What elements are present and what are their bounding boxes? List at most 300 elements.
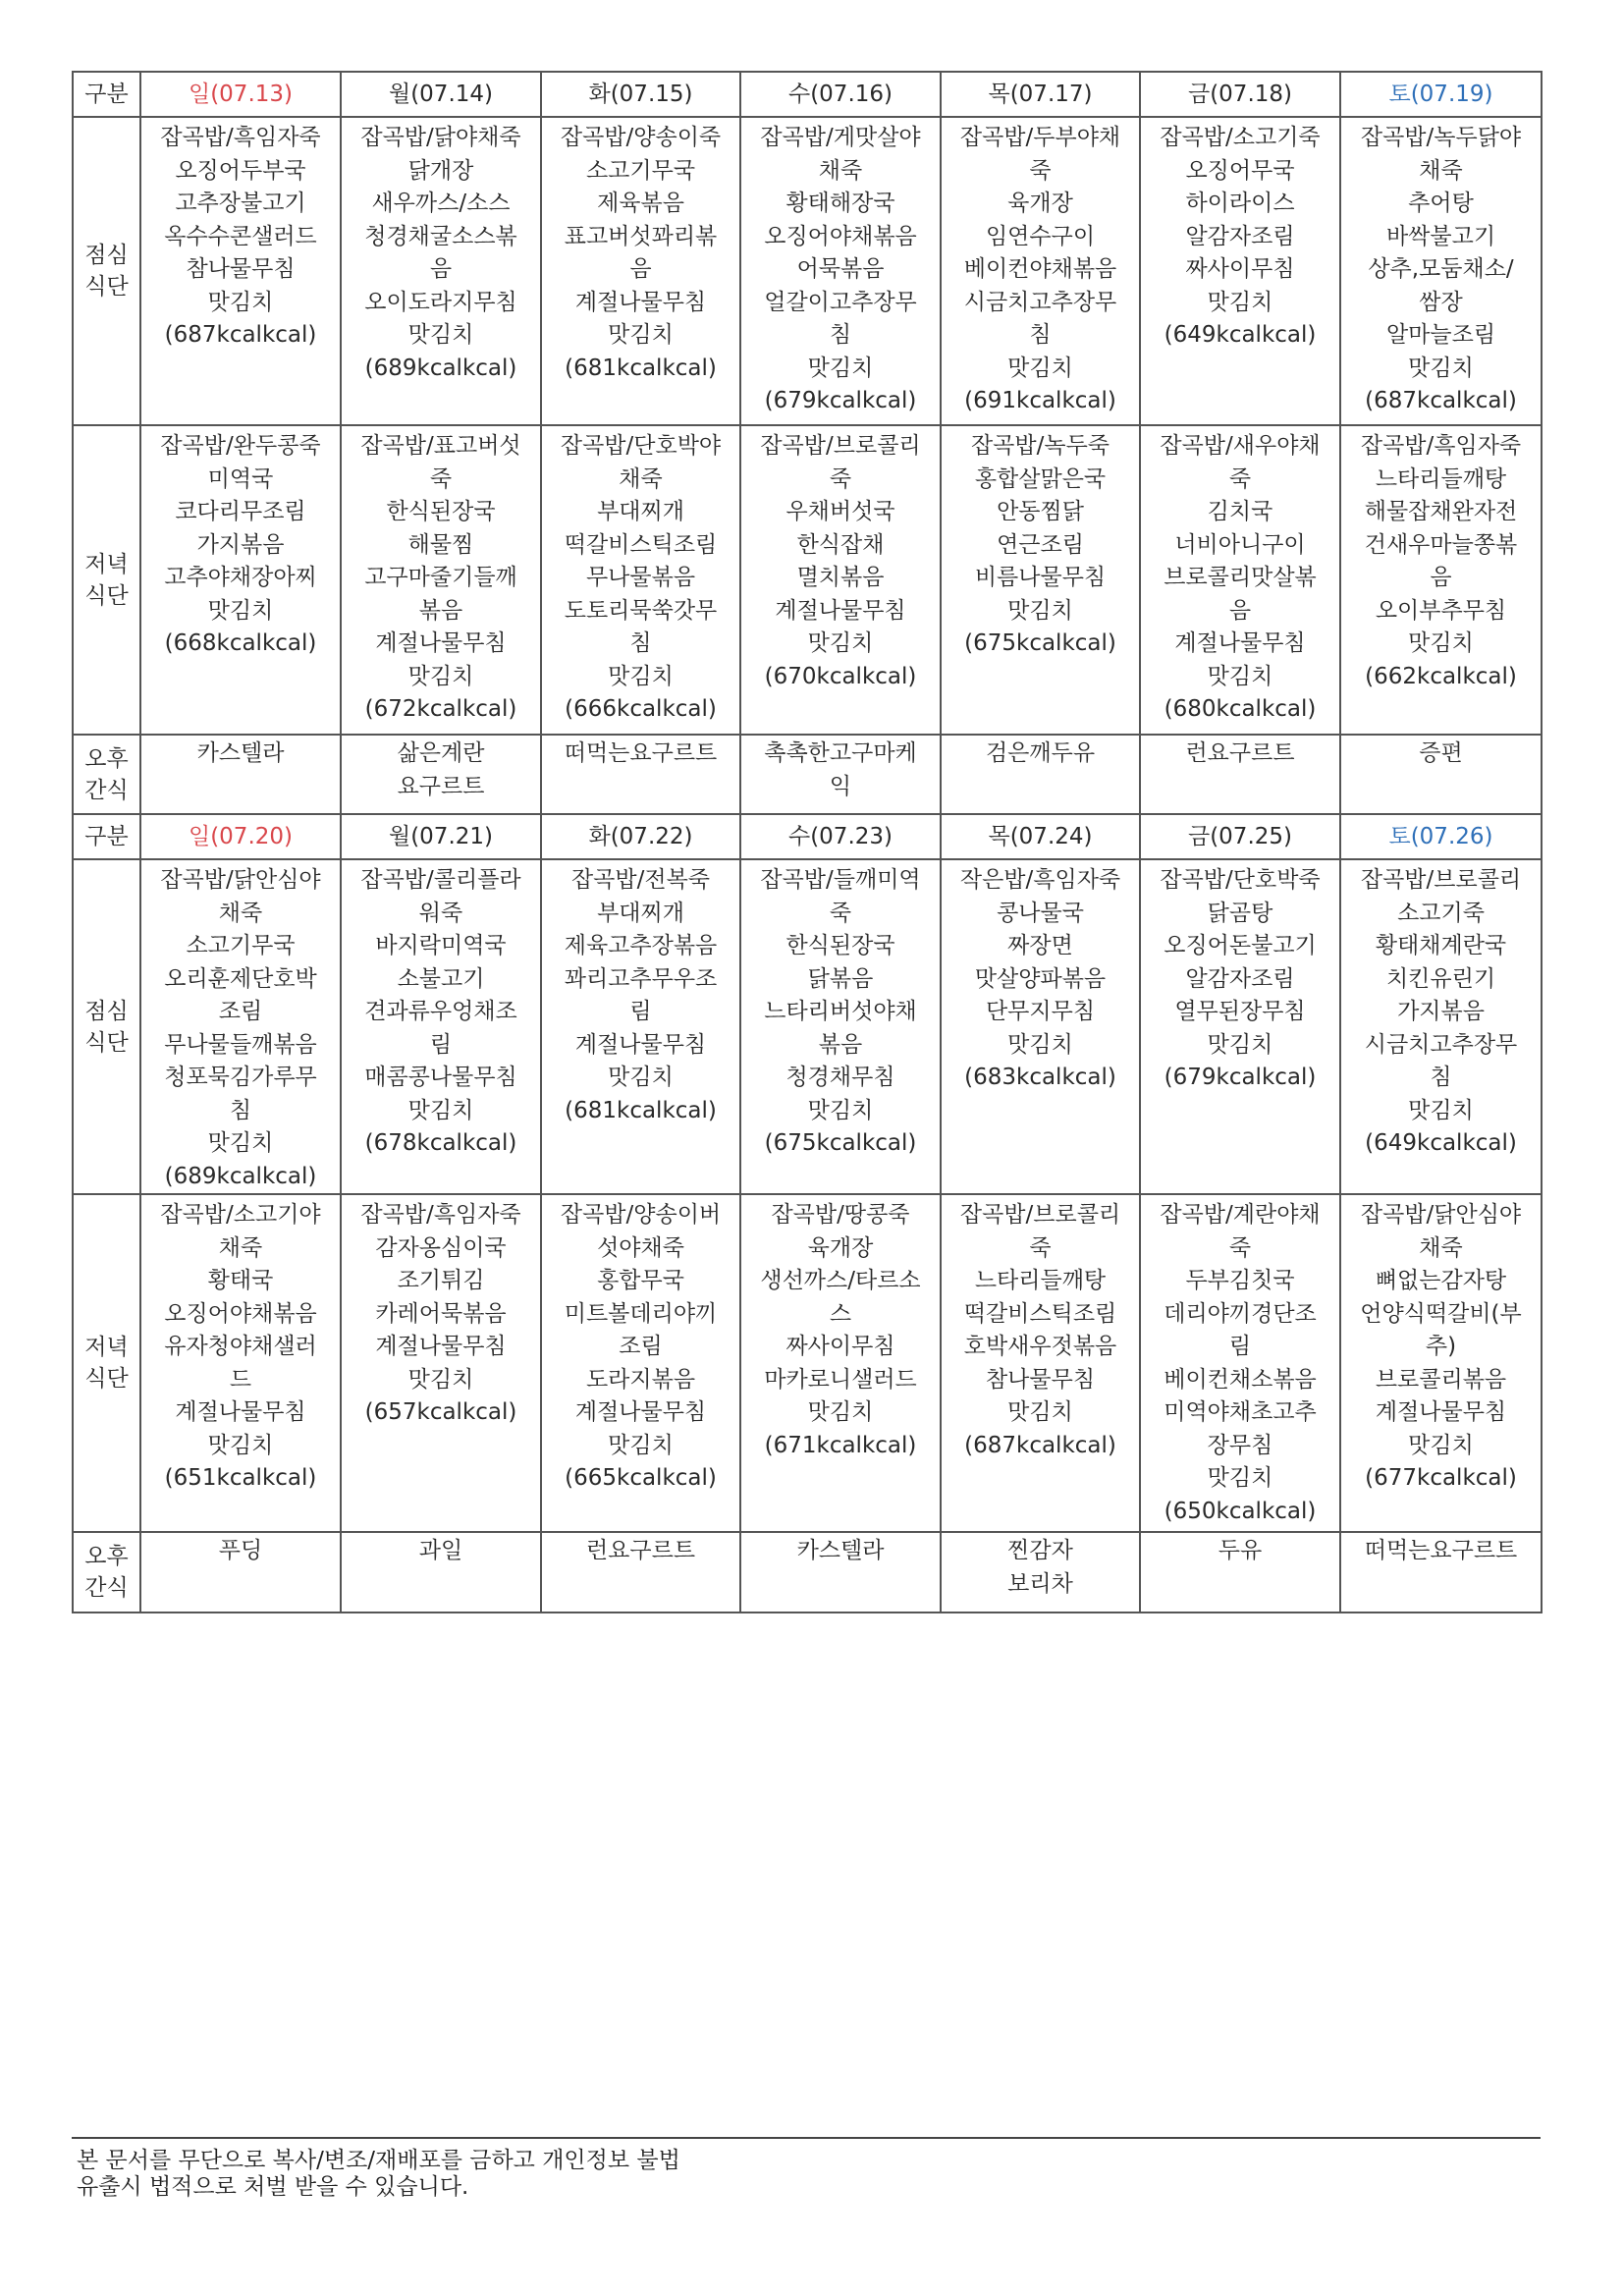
menu-item: 맛김치 [1207, 289, 1273, 315]
menu-item: 코다리무조림 [175, 499, 306, 524]
menu-item: 소고기무국 [186, 933, 296, 958]
menu-item: 과일 [418, 1538, 463, 1563]
day-header-cell: 일(07.13) [140, 72, 341, 117]
lunch-menu-cell [541, 117, 740, 425]
menu-list [1141, 736, 1339, 771]
menu-item: 맛김치 [1007, 597, 1073, 624]
menu-item: 잡곡밥/흑임자죽 [360, 1202, 521, 1228]
calorie-total: (678kcalkcal) [364, 1130, 517, 1156]
menu-list [542, 860, 739, 1127]
menu-item: 림 [1228, 1334, 1252, 1359]
menu-item: 오징어야채볶음 [164, 1300, 317, 1327]
calorie-total: (679kcalkcal) [1164, 1065, 1317, 1090]
menu-item: 작은밥/흑임자죽 [959, 867, 1121, 893]
menu-item: 한식잡채 [796, 531, 885, 558]
day-header-cell: 일(07.20) [140, 814, 341, 859]
menu-item: 맛김치 [1207, 663, 1273, 689]
menu-item: 짜사이무침 [1185, 256, 1295, 282]
menu-item: 죽 [1029, 157, 1052, 184]
dinner-menu-cell [740, 425, 941, 735]
header-label-cell: 구분 [73, 814, 140, 859]
menu-item: 참나물무침 [186, 256, 296, 282]
menu-item: 닭곰탕 [1207, 900, 1273, 926]
menu-item: 잡곡밥/게맛살야 [760, 125, 921, 150]
menu-item: 잡곡밥/두부야채 [959, 125, 1121, 150]
header-label-cell: 구분 [73, 72, 140, 117]
menu-item: 황태국 [207, 1268, 274, 1293]
menu-item: 푸딩 [218, 1538, 263, 1563]
menu-item: 음 [1430, 565, 1452, 590]
menu-item: 침 [1029, 322, 1052, 348]
menu-item: 새우까스/소스 [371, 191, 511, 216]
menu-item: 홍합살맑은국 [974, 465, 1107, 492]
menu-item: 잡곡밥/전복죽 [570, 867, 711, 893]
menu-item: 조림 [218, 999, 263, 1024]
menu-item: 제육고추장볶음 [564, 933, 718, 958]
menu-item: 맛김치 [608, 1432, 674, 1458]
menu-list [942, 1195, 1139, 1462]
menu-item: 가지볶음 [1397, 999, 1485, 1024]
dinner-menu-cell [1340, 425, 1542, 735]
menu-list [342, 736, 540, 803]
day-header-cell: 금(07.18) [1140, 72, 1340, 117]
menu-item: 침 [629, 630, 652, 656]
menu-item: 오징어돈불고기 [1164, 933, 1317, 958]
menu-item: 안동찜닭 [997, 499, 1084, 524]
menu-item: 촉촉한고구마케 [764, 740, 917, 766]
menu-list [741, 860, 940, 1161]
menu-item: 계절나물무침 [775, 597, 906, 624]
lunch-menu-cell [140, 117, 341, 425]
snack-label-cell [73, 735, 140, 814]
day-header-cell: 화(07.15) [541, 72, 740, 117]
snack-menu-cell [740, 735, 941, 814]
menu-item: 뼈없는감자탕 [1375, 1268, 1507, 1293]
menu-item: 오리훈제단호박 [164, 965, 317, 992]
menu-item: 맛김치 [207, 1432, 274, 1458]
menu-item: 요구르트 [397, 773, 485, 799]
dinner-menu-cell [740, 1194, 941, 1532]
menu-item: 잡곡밥/단호박죽 [1160, 867, 1321, 893]
menu-item: 미트볼데리야끼 [564, 1300, 718, 1327]
menu-item: 삶은계란 [397, 740, 485, 766]
menu-item: 언양식떡갈비(부 [1360, 1300, 1522, 1327]
menu-list [342, 426, 540, 727]
menu-list [141, 860, 340, 1193]
menu-item: 잡곡밥/흑임자죽 [1360, 433, 1522, 459]
menu-item: 추어탕 [1408, 191, 1474, 216]
menu-item: 잡곡밥/브로콜리 [760, 433, 921, 459]
day-header-cell: 수(07.16) [740, 72, 941, 117]
menu-item: 맛김치 [407, 1366, 474, 1393]
menu-item: 계절나물무침 [375, 630, 507, 656]
menu-item: 잡곡밥/새우야채 [1160, 433, 1321, 459]
menu-list [542, 1533, 739, 1568]
menu-item: 청경채굴소스볶 [364, 223, 517, 249]
menu-list [141, 736, 340, 771]
menu-item: 맛김치 [1408, 630, 1474, 656]
menu-item: 미역야채초고추 [1164, 1399, 1317, 1425]
menu-item: 채죽 [818, 157, 863, 184]
calorie-total: (657kcalkcal) [364, 1399, 517, 1425]
menu-item: 오이부추무침 [1375, 597, 1507, 624]
menu-item: 얼갈이고추장무 [764, 289, 917, 315]
snack-menu-cell [140, 735, 341, 814]
calorie-total: (691kcalkcal) [964, 388, 1116, 413]
menu-item: 잡곡밥/땅콩죽 [771, 1202, 910, 1228]
menu-item: 베이컨채소볶음 [1164, 1366, 1317, 1393]
menu-item: 죽 [829, 465, 852, 492]
menu-item: 계절나물무침 [574, 289, 707, 315]
menu-item: 잡곡밥/표고버섯 [360, 433, 521, 459]
lunch-menu-cell [740, 859, 941, 1194]
meal-label-text: 저녁 [84, 1335, 129, 1360]
menu-item: 음 [629, 256, 652, 282]
weekly-menu-table [72, 71, 1543, 1613]
menu-item: 잡곡밥/양송이버 [560, 1202, 722, 1228]
menu-item: 떠먹는요구르트 [564, 740, 718, 766]
menu-list [141, 1533, 340, 1568]
menu-item: 맛김치 [407, 663, 474, 689]
menu-item: 침 [229, 1097, 252, 1123]
calorie-total: (687kcalkcal) [964, 1432, 1116, 1458]
menu-item: 임연수구이 [985, 223, 1096, 249]
lunch-menu-cell [941, 859, 1140, 1194]
menu-item: 유자청야채샐러 [164, 1334, 317, 1359]
snack-menu-cell [941, 735, 1140, 814]
menu-item: 육개장 [1007, 191, 1073, 216]
meal-label-text: 간식 [84, 777, 129, 803]
menu-item: 비름나물무침 [974, 565, 1107, 590]
menu-item: 청포묵김가루무 [164, 1065, 317, 1090]
menu-item: 찐감자 [1007, 1538, 1073, 1563]
menu-item: 건새우마늘쫑볶 [1364, 531, 1518, 558]
dinner-menu-cell [941, 1194, 1140, 1532]
menu-item: 소불고기 [397, 965, 485, 992]
menu-item: 죽 [1029, 1234, 1052, 1261]
menu-item: 우채버섯국 [785, 499, 895, 524]
calorie-total: (665kcalkcal) [565, 1465, 717, 1491]
menu-item: 시금치고추장무 [1364, 1031, 1518, 1058]
lunch-menu-cell [740, 117, 941, 425]
menu-item: 부대찌개 [597, 900, 684, 926]
menu-item: 볶음 [418, 597, 463, 624]
calorie-total: (666kcalkcal) [565, 696, 717, 722]
snack-menu-cell [1340, 1532, 1542, 1613]
snack-menu-cell [341, 735, 541, 814]
menu-item: 채죽 [218, 900, 263, 926]
menu-list [942, 1533, 1139, 1601]
menu-item: 무나물들깨볶음 [164, 1031, 317, 1058]
menu-item: 계절나물무침 [175, 1399, 306, 1425]
menu-item: 떡갈비스틱조림 [564, 531, 718, 558]
lunch-menu-cell [341, 117, 541, 425]
dinner-row [73, 425, 1542, 735]
menu-item: 추) [1425, 1334, 1457, 1359]
menu-item: 림 [429, 1031, 453, 1058]
menu-item: 장무침 [1207, 1432, 1273, 1458]
menu-item: 맛김치 [1408, 355, 1474, 381]
dinner-menu-cell [341, 425, 541, 735]
day-header-cell: 목(07.17) [941, 72, 1140, 117]
menu-item: 해물잡채완자전 [1364, 499, 1518, 524]
menu-item: 부대찌개 [597, 499, 684, 524]
meal-label-text: 저녁 [84, 551, 129, 577]
menu-item: 멸치볶음 [796, 565, 885, 590]
menu-item: 런요구르트 [585, 1538, 696, 1563]
menu-item: 오징어야채볶음 [764, 223, 917, 249]
menu-item: 오징어무국 [1185, 157, 1295, 184]
menu-list [342, 1195, 540, 1430]
menu-item: 느타리들깨탕 [1375, 465, 1507, 492]
menu-item: 고추장불고기 [175, 191, 306, 216]
menu-list [342, 1533, 540, 1568]
menu-item: 알감자조림 [1185, 965, 1295, 992]
menu-item: 브로콜리맛살볶 [1164, 565, 1317, 590]
menu-item: 하이라이스 [1185, 191, 1295, 216]
lunch-menu-cell [140, 859, 341, 1194]
menu-item: 잡곡밥/단호박야 [560, 433, 722, 459]
menu-item: 연근조림 [997, 531, 1084, 558]
lunch-menu-cell [341, 859, 541, 1194]
menu-item: 죽 [829, 900, 852, 926]
menu-item: 잡곡밥/소고기야 [160, 1202, 321, 1228]
menu-item: 한식된장국 [386, 499, 496, 524]
lunch-menu-cell [941, 117, 1140, 425]
menu-list [542, 736, 739, 771]
menu-item: 쌈장 [1419, 289, 1463, 315]
calorie-total: (649kcalkcal) [1365, 1130, 1517, 1156]
menu-list [542, 1195, 739, 1496]
calorie-total: (671kcalkcal) [764, 1432, 917, 1458]
menu-list [1341, 736, 1541, 771]
menu-item: 잡곡밥/양송이죽 [560, 125, 722, 150]
menu-item: 계절나물무침 [574, 1399, 707, 1425]
footer-line: 유출시 법적으로 처벌 받을 수 있습니다. [77, 2174, 469, 2200]
menu-item: 볶음 [818, 1031, 863, 1058]
menu-item: 잡곡밥/소고기죽 [1160, 125, 1321, 150]
menu-item: 죽 [1228, 1234, 1252, 1261]
calorie-total: (670kcalkcal) [764, 663, 917, 689]
menu-item: 드 [229, 1366, 252, 1393]
calorie-total: (677kcalkcal) [1365, 1465, 1517, 1491]
menu-item: 육개장 [807, 1234, 874, 1261]
day-header-cell: 월(07.14) [341, 72, 541, 117]
menu-item: 채죽 [1419, 157, 1463, 184]
menu-list [741, 1533, 940, 1568]
snack-menu-cell [140, 1532, 341, 1613]
menu-item: 호박새우젓볶음 [963, 1334, 1117, 1359]
dinner-row [73, 1194, 1542, 1532]
menu-item: 오징어두부국 [175, 157, 306, 184]
menu-item: 맛김치 [1007, 1031, 1073, 1058]
week-header-row [73, 72, 1542, 117]
menu-item: 맛김치 [608, 1065, 674, 1090]
menu-item: 계절나물무침 [574, 1031, 707, 1058]
lunch-label-cell [73, 117, 140, 425]
menu-item: 고구마줄기들깨 [364, 565, 517, 590]
menu-item: 맛김치 [207, 597, 274, 624]
snack-row [73, 735, 1542, 814]
dinner-menu-cell [541, 425, 740, 735]
menu-item: 가지볶음 [196, 531, 285, 558]
menu-item: 짜장면 [1007, 933, 1073, 958]
menu-item: 베이컨야채볶음 [963, 256, 1117, 282]
menu-item: 김치국 [1207, 499, 1273, 524]
menu-item: 표고버섯꽈리볶 [564, 223, 718, 249]
menu-item: 견과류우엉채조 [364, 999, 517, 1024]
menu-list [342, 118, 540, 385]
menu-item: 맛김치 [407, 1097, 474, 1123]
day-header-cell: 월(07.21) [341, 814, 541, 859]
menu-list [942, 118, 1139, 418]
menu-item: 맛김치 [1408, 1097, 1474, 1123]
menu-item: 한식된장국 [785, 933, 895, 958]
menu-item: 계절나물무침 [375, 1334, 507, 1359]
dinner-menu-cell [140, 1194, 341, 1532]
menu-item: 계절나물무침 [1375, 1399, 1507, 1425]
meal-label-text: 오후 [84, 745, 129, 772]
menu-item: 맛김치 [207, 1130, 274, 1156]
menu-item: 황태채계란국 [1375, 933, 1507, 958]
day-header-cell: 토(07.26) [1340, 814, 1542, 859]
day-header-cell: 수(07.23) [740, 814, 941, 859]
menu-item: 음 [429, 256, 453, 282]
menu-item: 홍합무국 [597, 1268, 684, 1293]
menu-item: 참나물무침 [985, 1366, 1096, 1393]
menu-item: 워죽 [418, 900, 463, 926]
menu-item: 고추야채장아찌 [164, 565, 317, 590]
menu-item: 카레어묵볶음 [375, 1300, 507, 1327]
menu-list [942, 736, 1139, 771]
calorie-total: (675kcalkcal) [964, 630, 1116, 656]
dinner-label-cell [73, 425, 140, 735]
menu-item: 제육볶음 [597, 191, 684, 216]
menu-item: 잡곡밥/닭야채죽 [360, 125, 521, 150]
calorie-total: (689kcalkcal) [364, 355, 517, 381]
meal-label-text: 점심 [84, 243, 129, 268]
meal-label-text: 간식 [84, 1575, 129, 1601]
footer-line: 본 문서를 무단으로 복사/변조/재배포를 금하고 개인정보 불법 [77, 2148, 680, 2173]
menu-item: 열무된장무침 [1174, 999, 1306, 1024]
snack-menu-cell [341, 1532, 541, 1613]
menu-item: 상추,모둠채소/ [1368, 256, 1514, 282]
menu-item: 섯야채죽 [597, 1234, 684, 1261]
calorie-total: (687kcalkcal) [1365, 388, 1517, 413]
menu-item: 바지락미역국 [375, 933, 507, 958]
dinner-menu-cell [140, 425, 341, 735]
menu-item: 맛김치 [807, 1399, 874, 1425]
menu-item: 잡곡밥/완두콩죽 [160, 433, 321, 459]
menu-item: 맛김치 [1007, 355, 1073, 381]
day-header-cell: 토(07.19) [1340, 72, 1542, 117]
menu-item: 채죽 [1419, 1234, 1463, 1261]
menu-item: 잡곡밥/닭안심야 [1360, 1202, 1522, 1228]
menu-list [542, 118, 739, 385]
menu-item: 조림 [619, 1334, 663, 1359]
lunch-menu-cell [541, 859, 740, 1194]
menu-item: 무나물볶음 [585, 565, 696, 590]
menu-item: 스 [829, 1300, 852, 1327]
menu-item: 시금치고추장무 [963, 289, 1117, 315]
meal-label-text: 식단 [84, 1366, 129, 1392]
menu-item: 데리야끼경단조 [1164, 1300, 1317, 1327]
calorie-total: (679kcalkcal) [764, 388, 917, 413]
menu-item: 맛김치 [1207, 1031, 1273, 1058]
footer-divider [72, 2137, 1541, 2139]
menu-list [141, 1195, 340, 1496]
calorie-total: (668kcalkcal) [164, 630, 317, 656]
menu-item: 짜사이무침 [785, 1334, 895, 1359]
menu-item: 보리차 [1007, 1570, 1073, 1597]
menu-list [942, 860, 1139, 1095]
menu-item: 생선까스/타르소 [760, 1268, 921, 1293]
menu-item: 맛김치 [608, 663, 674, 689]
menu-item: 알마늘조림 [1385, 322, 1496, 348]
menu-item: 맛김치 [807, 355, 874, 381]
calorie-total: (680kcalkcal) [1164, 696, 1317, 722]
menu-item: 닭개장 [407, 157, 474, 184]
menu-item: 맛김치 [407, 322, 474, 348]
menu-item: 카스텔라 [796, 1538, 885, 1563]
menu-item: 침 [829, 322, 852, 348]
menu-item: 바싹불고기 [1385, 223, 1496, 249]
menu-list [741, 426, 940, 693]
menu-item: 맛살양파볶음 [974, 965, 1107, 992]
menu-list [1141, 426, 1339, 727]
menu-list [1341, 118, 1541, 418]
snack-row [73, 1532, 1542, 1613]
snack-menu-cell [1140, 1532, 1340, 1613]
meal-label-text: 식단 [84, 582, 129, 609]
menu-item: 청경채무침 [785, 1065, 895, 1090]
menu-item: 잡곡밥/녹두닭야 [1360, 125, 1522, 150]
menu-list [741, 1195, 940, 1462]
calorie-total: (681kcalkcal) [565, 1097, 717, 1123]
footer-notice [77, 2148, 960, 2201]
menu-item: 떠먹는요구르트 [1364, 1538, 1518, 1563]
menu-item: 소고기죽 [1397, 900, 1485, 926]
menu-item: 잡곡밥/닭안심야 [160, 867, 321, 893]
meal-label-text: 오후 [84, 1544, 129, 1569]
menu-item: 맛김치 [608, 322, 674, 348]
menu-item: 느타리들깨탕 [974, 1268, 1107, 1293]
menu-item: 느타리버섯야채 [764, 999, 917, 1024]
dinner-menu-cell [941, 425, 1140, 735]
snack-menu-cell [941, 1532, 1140, 1613]
menu-list [741, 118, 940, 418]
lunch-menu-cell [1140, 117, 1340, 425]
menu-item: 림 [629, 999, 652, 1024]
menu-item: 떡갈비스틱조림 [963, 1300, 1117, 1327]
lunch-menu-cell [1340, 117, 1542, 425]
menu-item: 잡곡밥/계란야채 [1160, 1202, 1321, 1228]
lunch-row [73, 859, 1542, 1194]
snack-menu-cell [541, 735, 740, 814]
menu-item: 런요구르트 [1185, 740, 1295, 766]
menu-item: 채죽 [218, 1234, 263, 1261]
menu-item: 두유 [1218, 1538, 1263, 1563]
menu-list [141, 118, 340, 353]
menu-item: 잡곡밥/브로콜리 [1360, 867, 1522, 893]
menu-item: 음 [1228, 597, 1252, 624]
dinner-label-cell [73, 1194, 140, 1532]
menu-list [542, 426, 739, 727]
menu-item: 죽 [429, 465, 453, 492]
menu-item: 감자옹심이국 [375, 1234, 507, 1261]
snack-menu-cell [1140, 735, 1340, 814]
dinner-menu-cell [1140, 425, 1340, 735]
